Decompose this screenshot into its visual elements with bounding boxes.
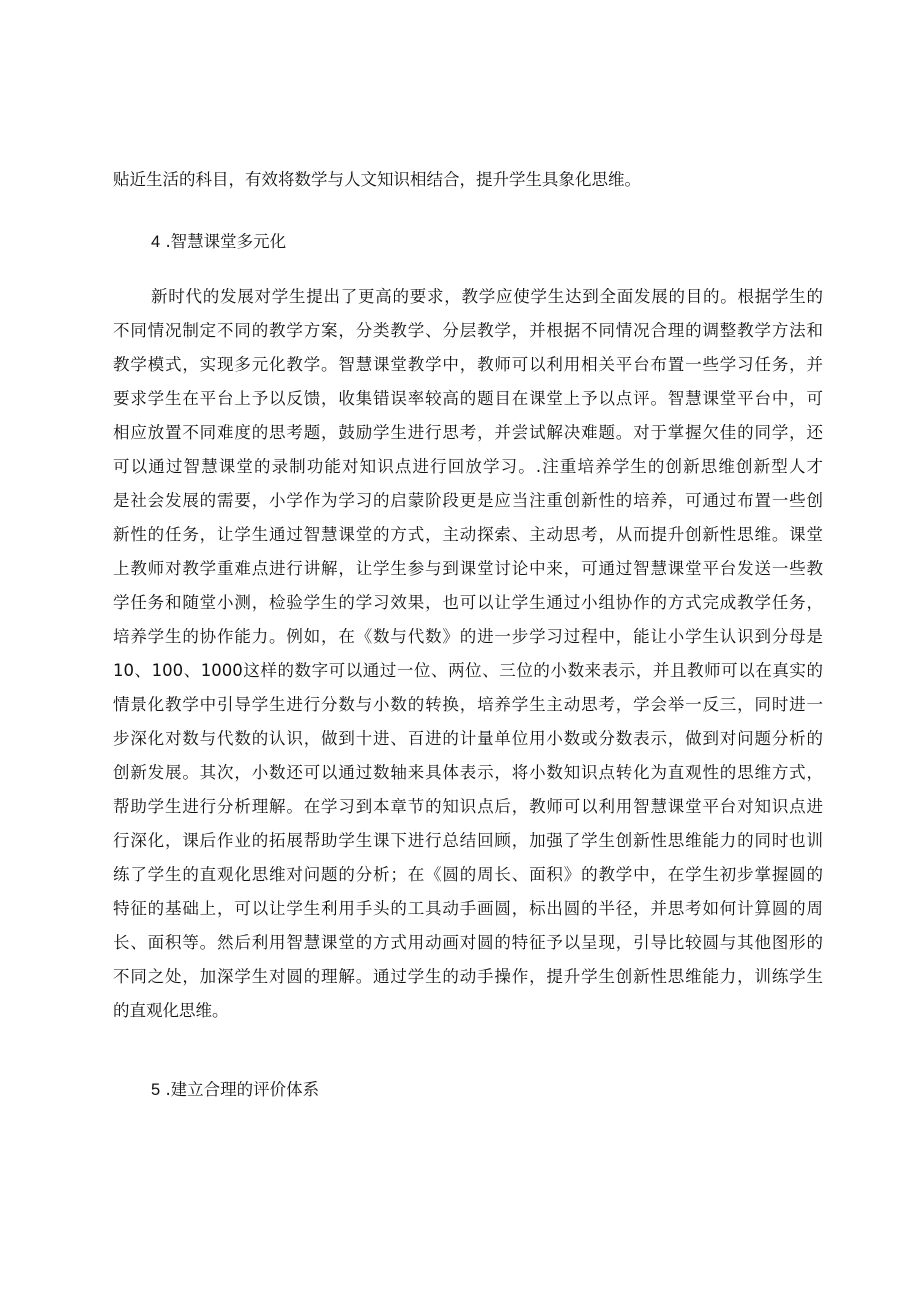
section-5-title: .建立合理的评价体系 — [165, 1080, 320, 1099]
body-line: 学任务和随堂小测，检验学生的学习效果，也可以让学生通过小组协作的方式完成教学任务， — [113, 593, 823, 612]
body-line-last: 的直观化思维。 — [113, 1001, 229, 1020]
body-line: 相应放置不同难度的思考题，鼓励学生进行思考，并尝试解决难题。对于掌握欠佳的同学，还 — [113, 423, 823, 442]
body-line: 行深化，课后作业的拓展帮助学生课下进行总结回顾，加强了学生创新性思维能力的同时也训 — [113, 831, 823, 850]
body-line: 不同情况制定不同的教学方案，分类教学、分层教学，并根据不同情况合理的调整教学方法和 — [113, 321, 823, 340]
body-line: 可以通过智慧课堂的录制功能对知识点进行回放学习。.注重培养学生的创新思维创新型人才 — [113, 457, 823, 476]
body-line: 步深化对数与代数的认识，做到十进、百进的计量单位用小数或分数表示，做到对问题分析的 — [113, 729, 823, 748]
body-line: 长、面积等。然后利用智慧课堂的方式用动画对圆的特征予以呈现，引导比较圆与其他图形的 — [113, 933, 823, 952]
body-line: 练了学生的直观化思维对问题的分析；在《圆的周长、面积》的教学中，在学生初步掌握圆的 — [113, 865, 823, 884]
body-line: 10、100、1000这样的数字可以通过一位、两位、三位的小数来表示，并且教师可以在真实的 — [113, 661, 823, 680]
body-line: 教学模式，实现多元化教学。智慧课堂教学中，教师可以利用相关平台布置一些学习任务，并 — [113, 355, 823, 374]
body-line: 不同之处，加深学生对圆的理解。通过学生的动手操作，提升学生创新性思维能力，训练学生 — [113, 967, 823, 986]
section-4-heading — [151, 230, 286, 254]
section-5-heading — [151, 1078, 319, 1102]
body-line: 创新发展。其次，小数还可以通过数轴来具体表示，将小数知识点转化为直观性的思维方式， — [113, 763, 823, 782]
body-line: 情景化教学中引导学生进行分数与小数的转换，培养学生主动思考，学会举一反三，同时进一 — [113, 695, 823, 714]
section-4-title: .智慧课堂多元化 — [165, 232, 287, 251]
body-line: 新性的任务，让学生通过智慧课堂的方式，主动探索、主动思考，从而提升创新性思维。课堂 — [113, 525, 823, 544]
body-line: 帮助学生进行分析理解。在学习到本章节的知识点后，教师可以利用智慧课堂平台对知识点进 — [113, 797, 823, 816]
body-line: 培养学生的协作能力。例如，在《数与代数》的进一步学习过程中，能让小学生认识到分母是 — [113, 627, 823, 646]
section-4-number: 4 — [151, 233, 161, 251]
body-line: 特征的基础上，可以让学生利用手头的工具动手画圆，标出圆的半径，并思考如何计算圆的周 — [113, 899, 823, 918]
intro-paragraph-line: 贴近生活的科目，有效将数学与人文知识相结合，提升学生具象化思维。 — [113, 170, 641, 189]
body-line: 要求学生在平台上予以反馈，收集错误率较高的题目在课堂上予以点评。智慧课堂平台中，可 — [113, 389, 823, 408]
body-line: 新时代的发展对学生提出了更高的要求，教学应使学生达到全面发展的目的。根据学生的 — [151, 287, 823, 306]
section-5-number: 5 — [151, 1081, 161, 1099]
body-line: 是社会发展的需要，小学作为学习的启蒙阶段更是应当注重创新性的培养，可通过布置一些创 — [113, 491, 823, 510]
body-line: 上教师对教学重难点进行讲解，让学生参与到课堂讨论中来，可通过智慧课堂平台发送一些教 — [113, 559, 823, 578]
